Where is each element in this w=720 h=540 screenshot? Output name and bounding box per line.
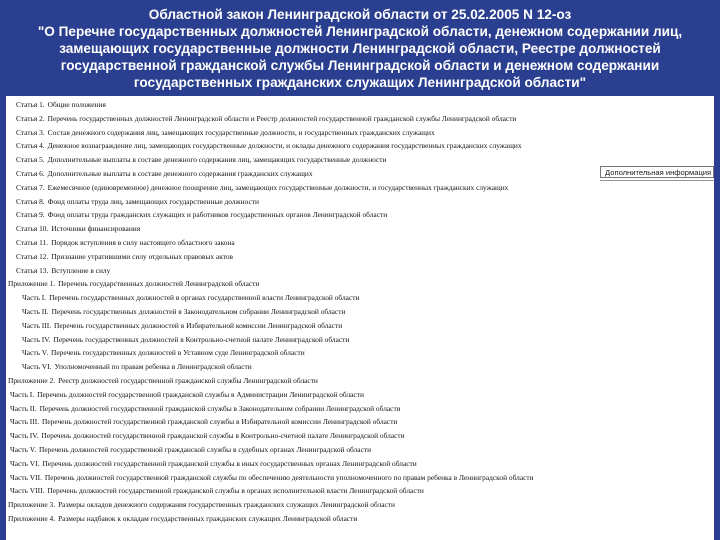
toc-item-text: Дополнительные выплаты в составе денежного содержания гражданских служащих [47, 169, 313, 178]
toc-item-text: Перечень государственных должностей в Контрольно-счетной палате Ленинградской области [53, 334, 350, 344]
toc-item-text: Перечень государственных должностей в Избирательной комиссии Ленинградской области [54, 320, 343, 330]
toc-item[interactable] [22, 360, 710, 373]
toc-item-text: Перечень должностей государственной гражданской службы в иных государственных органах Ленинградской области [42, 458, 417, 468]
toc-item-text: Общие положения [47, 100, 106, 109]
toc-item[interactable] [10, 471, 710, 484]
toc-item-label: Часть II. [10, 403, 37, 413]
toc-item-text: Уполномоченный по правам ребенка в Ленинградской области [54, 362, 252, 372]
toc-item-label: Часть III. [22, 320, 52, 330]
toc-item-label: Статья 8. [16, 196, 45, 206]
toc-item-text: Денежное вознаграждение лиц, замещающих государственные должности, и оклады денежного содержания государственных гражданских служащих [47, 141, 522, 151]
toc-item[interactable] [16, 112, 710, 125]
toc-item-text: Состав денежного содержания лиц, замещающих государственные должности, и государственных гражданских служащих [47, 127, 435, 137]
title-line-2: "О Перечне государственных должностей Ленинградской области, денежном содержании лиц, [37, 23, 683, 39]
additional-info-box[interactable]: Дополнительная информация [600, 166, 714, 178]
toc-item-label: Часть VII. [10, 472, 42, 482]
toc-item-label: Часть I. [22, 293, 47, 303]
toc-item[interactable] [16, 98, 710, 111]
title-line-5: государственных гражданских служащих Ленинградской области" [133, 74, 587, 90]
toc-item-label: Статья 12. [16, 251, 49, 261]
toc-item-label: Приложение 2. [8, 376, 56, 385]
toc-item-text: Перечень государственных должностей в Уставном суде Ленинградской области [51, 348, 305, 358]
toc-item-label: Статья 3. [16, 127, 45, 137]
toc-item[interactable] [22, 333, 710, 346]
toc-item[interactable] [10, 402, 710, 415]
toc-item-label: Часть IV. [10, 431, 39, 441]
toc-item-text: Фонд оплаты труда гражданских служащих и работников государственных органов Ленинградской области [47, 210, 388, 220]
toc-item[interactable] [8, 512, 710, 525]
toc-item-text: Перечень должностей государственной гражданской службы в органах исполнительной власти Ленинградской области [47, 486, 424, 496]
toc-item-label: Статья 10. [16, 224, 49, 234]
toc-item[interactable] [16, 167, 710, 180]
toc-item-label: Часть VI. [22, 362, 52, 372]
toc-item-label: Часть I. [10, 389, 35, 399]
document-page [6, 96, 714, 540]
toc-item-label: Часть VI. [10, 458, 40, 468]
toc-item-text: Перечень должностей государственной гражданской службы в Администрации Ленинградской области [37, 389, 364, 399]
toc-item-label: Статья 11. [16, 238, 49, 247]
toc-item[interactable] [10, 443, 710, 456]
toc-item[interactable] [10, 429, 710, 442]
toc-item-text: Перечень должностей государственной гражданской службы в Законодательном собрании Ленинградской области [39, 403, 401, 413]
toc-item[interactable] [8, 277, 710, 290]
toc-item[interactable] [22, 305, 710, 318]
toc-item-text: Признание утратившими силу отдельных правовых актов [51, 251, 234, 261]
toc-item-text: Перечень должностей государственной гражданской службы в Контрольно-счетной палате Ленинградской области [41, 431, 405, 441]
toc-item[interactable] [16, 195, 710, 208]
toc-item-text: Перечень должностей государственной гражданской службы в Избирательной комиссии Ленинградской области [42, 417, 398, 427]
toc-item-text: Перечень государственных должностей Ленинградской области [58, 279, 260, 289]
toc-item[interactable] [22, 291, 710, 304]
toc-item-label: Приложение 3. [8, 500, 56, 510]
toc-item-text: Ежемесячное (единовременное) денежное поощрение лиц, замещающих государственные должности, и государственных гражданских служащих [47, 182, 509, 192]
toc-item-label: Часть III. [10, 417, 40, 427]
toc-item-label: Статья 2. [16, 113, 45, 123]
toc-item-text: Размеры надбавок к окладам государственных гражданских служащих Ленинградской области [58, 514, 358, 523]
title-line-3: замещающих государственные должности Ленинградской области, Реестре должностей [59, 40, 661, 56]
toc-item-label: Статья 1. [16, 100, 45, 109]
toc-item[interactable] [10, 484, 710, 497]
title-line-4: государственной гражданской службы Ленинградской области и денежном содержании [60, 57, 660, 73]
toc-item-text: Реестр должностей государственной гражданской службы Ленинградской области [58, 376, 318, 385]
toc-item[interactable] [8, 374, 710, 387]
toc-item-text: Фонд оплаты труда лиц, замещающих государственные должности [47, 196, 259, 206]
toc-item-text: Перечень должностей государственной гражданской службы по обеспечению деятельности уполномоченного по правам ребенка в Ленинградской области [44, 472, 534, 482]
toc-item-label: Статья 6. [16, 169, 45, 178]
toc-item-label: Статья 9. [16, 210, 45, 220]
toc-item[interactable] [16, 264, 710, 277]
toc-item-text: Перечень государственных должностей Ленинградской области и Реестр должностей государственной гражданской службы Ленинградской области [47, 113, 517, 123]
toc-item[interactable] [22, 319, 710, 332]
toc-item[interactable] [10, 457, 710, 470]
toc-item-label: Приложение 1. [8, 279, 56, 289]
toc-item-label: Часть IV. [22, 334, 51, 344]
toc-item-text: Дополнительные выплаты в составе денежного содержания лиц, замещающих государственные должности [47, 155, 387, 165]
toc-item-label: Часть V. [10, 445, 37, 454]
toc-item[interactable] [16, 126, 710, 139]
toc-item-label: Часть V. [22, 348, 49, 358]
toc-item[interactable] [16, 153, 710, 166]
toc-item-label: Статья 7. [16, 182, 45, 192]
toc-item-label: Статья 13. [16, 265, 49, 275]
toc-item-text: Источники финансирования [51, 224, 141, 234]
title-line-1: Областной закон Ленинградской области от 25.02.2005 N 12-оз [148, 6, 572, 22]
toc-item[interactable] [16, 181, 710, 194]
toc-item[interactable] [16, 208, 710, 221]
toc-item[interactable] [16, 236, 710, 249]
toc-item-text: Порядок вступления в силу настоящего областного закона [51, 238, 235, 247]
toc-item[interactable] [16, 139, 710, 152]
toc-item[interactable] [16, 250, 710, 263]
toc-item-text: Перечень государственных должностей в Законодательном собрании Ленинградской области [51, 307, 346, 316]
toc-item-text: Перечень государственных должностей в органах государственной власти Ленинградской области [49, 293, 360, 303]
toc-item[interactable] [10, 415, 710, 428]
toc-item-text: Вступление в силу [51, 265, 111, 275]
toc-item-label: Статья 5. [16, 155, 45, 165]
toc-item-label: Приложение 4. [8, 514, 56, 523]
toc-item[interactable] [22, 346, 710, 359]
toc-item-text: Перечень должностей государственной гражданской службы в судебных органах Ленинградской области [39, 445, 372, 454]
toc-item[interactable] [8, 498, 710, 511]
toc-item-label: Статья 4. [16, 141, 45, 151]
toc-item-label: Часть VIII. [10, 486, 45, 496]
document-title [0, 0, 720, 96]
toc-item-label: Часть II. [22, 307, 49, 316]
toc-item[interactable] [10, 388, 710, 401]
toc-item[interactable] [16, 222, 710, 235]
toc-item-text: Размеры окладов денежного содержания государственных гражданских служащих Ленинградской области [58, 500, 395, 510]
